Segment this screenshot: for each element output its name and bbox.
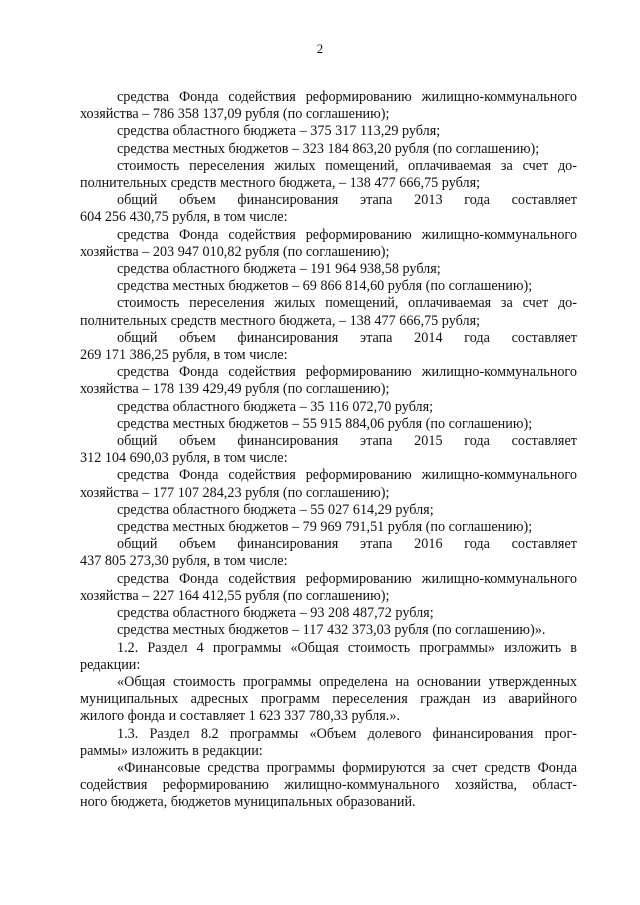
word: этапа bbox=[360, 192, 393, 209]
text-line: 312 104 690,03 рубля, в том числе: bbox=[80, 450, 288, 467]
word: года bbox=[464, 329, 490, 346]
text-line: редакции: bbox=[80, 656, 141, 673]
word: 2016 bbox=[414, 536, 443, 553]
word: составляет bbox=[511, 329, 577, 346]
text-line: средства областного бюджета – 55 027 614,29 рубля; bbox=[117, 501, 434, 518]
text-line: 604 256 430,75 рубля, в том числе: bbox=[80, 209, 288, 226]
text-line: муниципальных адресных программ переселения граждан из аварийного bbox=[80, 691, 577, 708]
word: составляет bbox=[511, 433, 577, 450]
word: общий bbox=[117, 433, 158, 450]
word: 2015 bbox=[414, 433, 443, 450]
word: финансирования bbox=[237, 433, 339, 450]
word: общий bbox=[117, 192, 158, 209]
text-line: средства областного бюджета – 191 964 938,58 рубля; bbox=[117, 261, 441, 278]
text-line: 1.3. Раздел 8.2 программы «Объем долевого финансирования прог- bbox=[117, 725, 577, 742]
text-line bbox=[80, 433, 577, 450]
word: объем bbox=[179, 433, 216, 450]
text-line bbox=[80, 536, 577, 553]
word: объем bbox=[179, 536, 216, 553]
text-line: средства Фонда содействия реформированию жилищно-коммунального bbox=[117, 226, 577, 243]
text-line: средства местных бюджетов – 117 432 373,03 рубля (по соглашению)». bbox=[117, 622, 546, 639]
word: 2014 bbox=[414, 329, 443, 346]
text-line: 437 805 273,30 рубля, в том числе: bbox=[80, 553, 288, 570]
text-line: «Общая стоимость программы определена на основании утвержденных bbox=[117, 673, 577, 690]
page-number: 2 bbox=[316, 41, 324, 56]
word: общий bbox=[117, 536, 158, 553]
text-line: содействия реформированию жилищно-коммунального хозяйства, област- bbox=[80, 777, 577, 794]
text-line: полнительных средств местного бюджета, – 138 477 666,75 рубля; bbox=[80, 175, 481, 192]
text-line: средства областного бюджета – 35 116 072,70 рубля; bbox=[117, 398, 434, 415]
word: финансирования bbox=[237, 192, 339, 209]
word: года bbox=[464, 433, 490, 450]
text-line bbox=[80, 192, 577, 209]
text-line: средства местных бюджетов – 323 184 863,20 рубля (по соглашению); bbox=[117, 140, 540, 157]
text-line: раммы» изложить в редакции: bbox=[80, 742, 263, 759]
word: составляет bbox=[511, 536, 577, 553]
word: общий bbox=[117, 329, 158, 346]
text-line: 269 171 386,25 рубля, в том числе: bbox=[80, 347, 288, 364]
text-line: хозяйства – 178 139 429,49 рубля (по соглашению); bbox=[80, 381, 390, 398]
word: 2013 bbox=[414, 192, 443, 209]
text-line bbox=[80, 330, 577, 347]
text-line: средства областного бюджета – 93 208 487,72 рубля; bbox=[117, 605, 434, 622]
word: года bbox=[464, 536, 490, 553]
word: этапа bbox=[360, 329, 393, 346]
text-line: хозяйства – 227 164 412,55 рубля (по соглашению); bbox=[80, 587, 390, 604]
text-line: полнительных средств местного бюджета, – 138 477 666,75 рубля; bbox=[80, 312, 481, 329]
text-line: хозяйства – 203 947 010,82 рубля (по соглашению); bbox=[80, 243, 390, 260]
text-line: стоимость переселения жилых помещений, оплачиваемая за счет до- bbox=[117, 157, 577, 174]
text-line: 1.2. Раздел 4 программы «Общая стоимость программы» изложить в bbox=[117, 639, 577, 656]
text-line: жилого фонда и составляет 1 623 337 780,33 рубля.». bbox=[80, 708, 400, 725]
text-line: средства Фонда содействия реформированию жилищно-коммунального bbox=[117, 89, 577, 105]
text-line: средства Фонда содействия реформированию жилищно-коммунального bbox=[117, 364, 577, 381]
word: объем bbox=[179, 192, 216, 209]
text-line: ного бюджета, бюджетов муниципальных образований. bbox=[80, 794, 416, 811]
text-line: средства местных бюджетов – 69 866 814,60 рубля (по соглашению); bbox=[117, 278, 533, 295]
word: финансирования bbox=[237, 536, 339, 553]
text-line: средства Фонда содействия реформированию жилищно-коммунального bbox=[117, 570, 577, 587]
text-line: средства местных бюджетов – 79 969 791,51 рубля (по соглашению); bbox=[117, 519, 533, 536]
text-line: средства областного бюджета – 375 317 113,29 рубля; bbox=[117, 123, 441, 140]
document-body bbox=[80, 89, 577, 812]
text-line: «Финансовые средства программы формируются за счет средств Фонда bbox=[117, 759, 577, 776]
text-line: средства местных бюджетов – 55 915 884,06 рубля (по соглашению); bbox=[117, 415, 533, 432]
word: года bbox=[464, 192, 490, 209]
word: этапа bbox=[360, 433, 393, 450]
text-line: хозяйства – 177 107 284,23 рубля (по соглашению); bbox=[80, 484, 390, 501]
text-line: стоимость переселения жилых помещений, оплачиваемая за счет до- bbox=[117, 295, 577, 312]
word: составляет bbox=[511, 192, 577, 209]
text-line: средства Фонда содействия реформированию жилищно-коммунального bbox=[117, 467, 577, 484]
word: этапа bbox=[360, 536, 393, 553]
word: финансирования bbox=[237, 329, 339, 346]
word: объем bbox=[179, 329, 216, 346]
text-line: хозяйства – 786 358 137,09 рубля (по соглашению); bbox=[80, 106, 390, 123]
